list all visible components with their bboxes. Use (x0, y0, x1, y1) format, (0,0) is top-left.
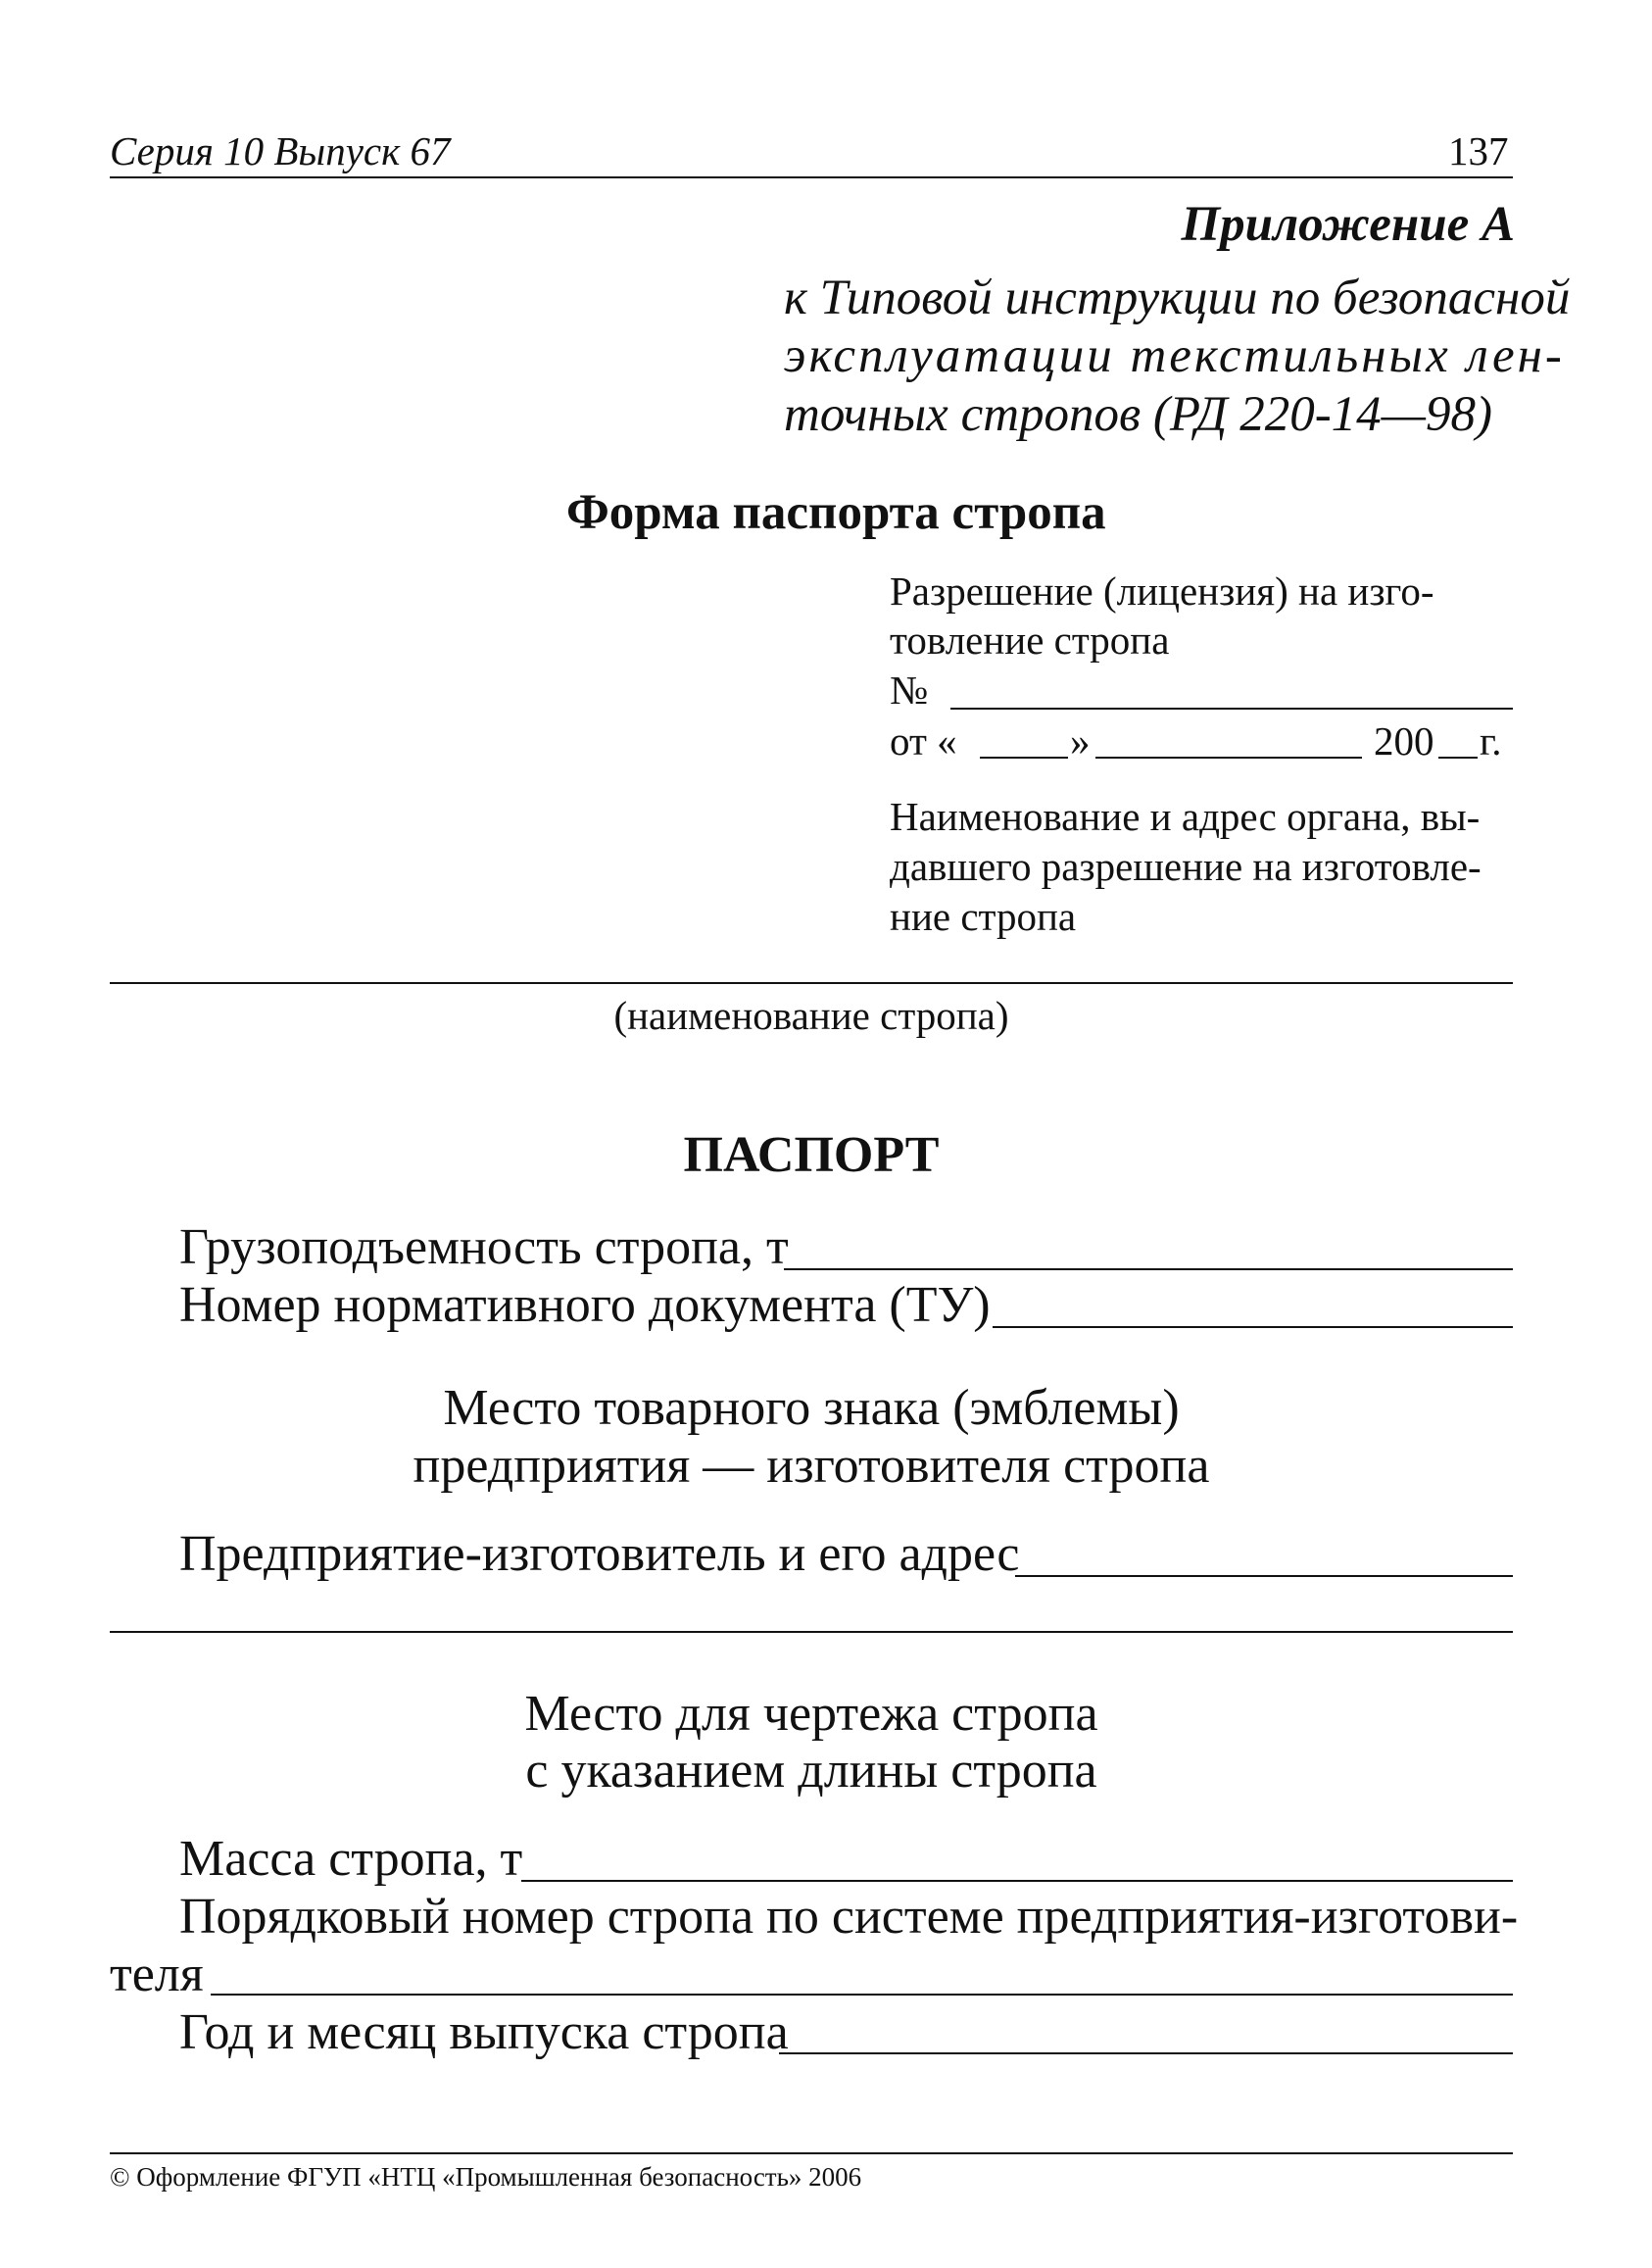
license-year-blank (1438, 757, 1478, 759)
release-blank (779, 2052, 1513, 2054)
license-day-blank (980, 757, 1068, 759)
capacity-label: Грузоподъемность стропа, т (179, 1219, 789, 1275)
drawing-line-2: с указанием длины стропа (525, 1743, 1097, 1799)
capacity-blank (784, 1268, 1513, 1270)
license-date-quote: » (1070, 718, 1091, 764)
mass-label: Масса стропа, т (179, 1831, 523, 1887)
sling-name-blank (110, 982, 1513, 984)
license-line-1: Разрешение (лицензия) на изго- (890, 568, 1434, 614)
footer-rule (110, 2152, 1513, 2154)
appendix-subtitle-line-2: эксплуатации текстильных лен- (784, 328, 1565, 383)
license-number-blank (950, 708, 1513, 710)
issuer-line-1: Наименование и адрес органа, вы- (890, 794, 1481, 839)
doc-number-label: Номер нормативного документа (ТУ) (179, 1277, 991, 1333)
page-number: 137 (1448, 128, 1509, 173)
appendix-subtitle-line-3: точных стропов (РД 220-14—98) (784, 387, 1493, 442)
drawing-line-1: Место для чертежа стропа (524, 1686, 1098, 1742)
manufacturer-blank-2 (110, 1631, 1513, 1633)
serial-label-line-2: теля (110, 1947, 204, 2002)
license-year-prefix: 200 (1374, 718, 1434, 764)
trademark-line-2: предприятия — изготовителя стропа (413, 1438, 1210, 1494)
doc-number-blank (993, 1326, 1513, 1328)
license-line-2: товление стропа (890, 617, 1170, 663)
manufacturer-label: Предприятие-изготовитель и его адрес (179, 1526, 1020, 1582)
sling-name-caption: (наименование стропа) (613, 993, 1009, 1038)
issuer-line-2: давшего разрешение на изготовле- (890, 844, 1482, 889)
license-year-suffix: г. (1480, 718, 1502, 764)
form-title: Форма паспорта стропа (566, 485, 1106, 540)
appendix-title: Приложение А (1181, 197, 1515, 252)
serial-label-line-1: Порядковый номер стропа по системе предприятия-изготови- (179, 1889, 1519, 1945)
trademark-line-1: Место товарного знака (эмблемы) (443, 1380, 1180, 1436)
license-month-blank (1095, 757, 1362, 759)
appendix-subtitle-line-1: к Типовой инструкции по безопасной (784, 271, 1571, 325)
manufacturer-blank-1 (1015, 1575, 1513, 1577)
release-label: Год и месяц выпуска стропа (179, 2004, 789, 2060)
passport-title: ПАСПОРТ (683, 1127, 940, 1183)
mass-blank (521, 1880, 1513, 1882)
issuer-line-3: ние стропа (890, 894, 1077, 939)
running-header-series: Серия 10 Выпуск 67 (110, 128, 451, 173)
header-rule (110, 176, 1513, 178)
serial-blank (211, 1994, 1513, 1996)
license-number-label: № (890, 667, 929, 713)
license-date-from: от « (890, 718, 957, 764)
footer-copyright: © Оформление ФГУП «НТЦ «Промышленная безопасность» 2006 (110, 2162, 862, 2192)
